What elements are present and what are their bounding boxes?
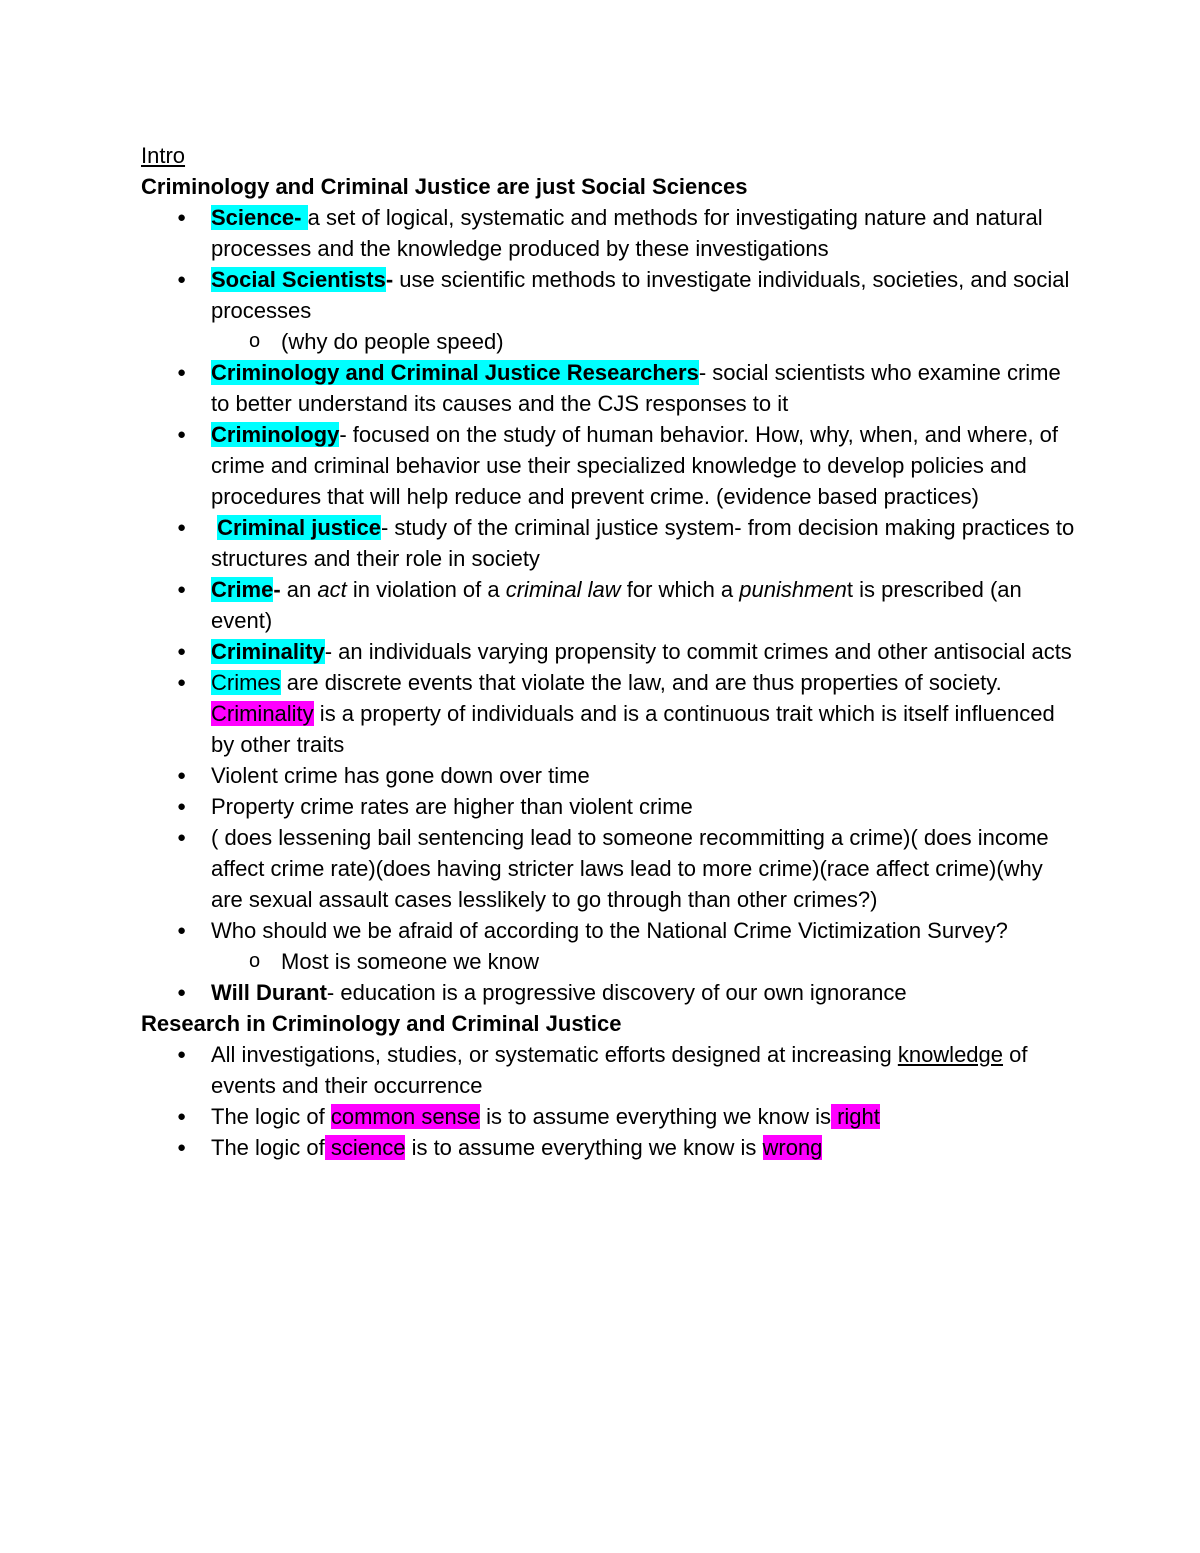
highlight-crimes: Crimes bbox=[211, 670, 281, 695]
term-criminology: Criminology bbox=[211, 422, 340, 447]
term-will-durant: Will Durant bbox=[211, 980, 327, 1005]
list-item-science: ● Science- a set of logical, systematic and methods for investigating nature and natural processes and the knowledge produced by these investigations bbox=[141, 202, 1080, 264]
term-science: Science bbox=[211, 205, 295, 230]
underlined-knowledge: knowledge bbox=[897, 1042, 1004, 1067]
research-bullet-list bbox=[141, 1039, 1080, 1163]
criminology-bullet-list bbox=[141, 202, 1080, 1008]
section-title-criminology: Criminology and Criminal Justice are just Social Sciences bbox=[141, 174, 748, 199]
list-item-criminology: ● Criminology- focused on the study of human behavior. How, why, when, and where, of crime and criminal behavior use their specialized knowledge to develop policies and procedures that will help reduce and prevent crime. (evidence based practices) bbox=[141, 419, 1080, 512]
highlight-science: science bbox=[324, 1135, 406, 1160]
sub-item-speed: o (why do people speed) bbox=[211, 326, 1080, 357]
highlight-common-sense: common sense bbox=[330, 1104, 481, 1129]
term-criminality: Criminality bbox=[211, 639, 325, 664]
social-scientists-sub-list bbox=[211, 326, 1080, 357]
heading-intro: Intro bbox=[141, 143, 186, 168]
highlight-criminality: Criminality bbox=[211, 701, 314, 726]
list-item-social-scientists: ● Social Scientists- use scientific methods to investigate individuals, societies, and social processes o (why do people speed) bbox=[141, 264, 1080, 357]
list-item-crime: ● Crime- an act in violation of a criminal law for which a punishment is prescribed (an event) bbox=[141, 574, 1080, 636]
list-item-investigations: ● All investigations, studies, or systematic efforts designed at increasing knowledge of events and their occurrence bbox=[141, 1039, 1080, 1101]
list-item-criminality: ● Criminality- an individuals varying propensity to commit crimes and other antisocial acts bbox=[141, 636, 1080, 667]
ncvs-sub-list bbox=[211, 946, 1080, 977]
list-item-research-questions: ● ( does lessening bail sentencing lead to someone recommitting a crime)( does income affect crime rate)(does having stricter laws lead to more crime)(race affect crime)(why are sexual assault cases lesslikely to go through than other crimes?) bbox=[141, 822, 1080, 915]
term-social-scientists: Social Scientists bbox=[211, 267, 386, 292]
list-item-crimes-vs-criminality: ● Crimes are discrete events that violate the law, and are thus properties of society. Criminality is a property of individuals and is a continuous trait which is itself influenced by other traits bbox=[141, 667, 1080, 760]
list-item-science-logic: ● The logic of science is to assume everything we know is wrong bbox=[141, 1132, 1080, 1163]
highlight-right: right bbox=[830, 1104, 880, 1129]
list-item-ncvs: ● Who should we be afraid of according to the National Crime Victimization Survey? o Most is someone we know bbox=[141, 915, 1080, 977]
term-crime: Crime bbox=[211, 577, 274, 602]
list-item-criminal-justice: ● Criminal justice- study of the criminal justice system- from decision making practices to structures and their role in society bbox=[141, 512, 1080, 574]
section-title-research: Research in Criminology and Criminal Justice bbox=[141, 1011, 622, 1036]
list-item-researchers: ● Criminology and Criminal Justice Researchers- social scientists who examine crime to better understand its causes and the CJS responses to it bbox=[141, 357, 1080, 419]
term-criminal-justice: Criminal justice bbox=[217, 515, 381, 540]
list-item-property-crime: ● Property crime rates are higher than violent crime bbox=[141, 791, 1080, 822]
term-researchers: Criminology and Criminal Justice Researchers bbox=[211, 360, 699, 385]
list-item-will-durant: ● Will Durant- education is a progressive discovery of our own ignorance bbox=[141, 977, 1080, 1008]
list-item-violent-crime: ● Violent crime has gone down over time bbox=[141, 760, 1080, 791]
sub-item-someone-we-know: o Most is someone we know bbox=[211, 946, 1080, 977]
highlight-wrong: wrong bbox=[762, 1135, 823, 1160]
list-item-common-sense: ● The logic of common sense is to assume everything we know is right bbox=[141, 1101, 1080, 1132]
